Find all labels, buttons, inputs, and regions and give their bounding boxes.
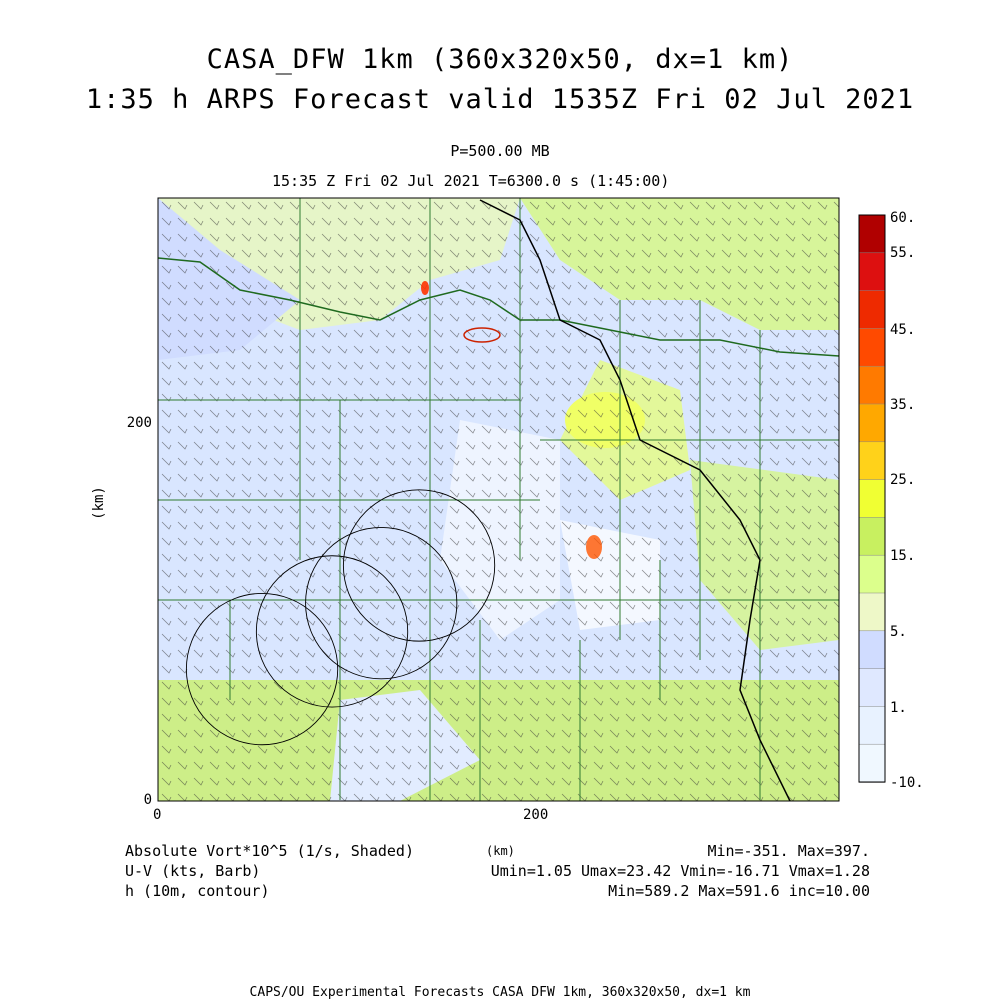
colorbar-swatch: [859, 631, 885, 669]
colorbar-label: 15.: [890, 548, 916, 564]
colorbar-swatch: [859, 669, 885, 707]
colorbar-swatch: [859, 517, 885, 555]
vorticity-field-label: Absolute Vort*10^5 (1/s, Shaded): [125, 842, 414, 860]
chart-title: CASA_DFW 1km (360x320x50, dx=1 km): [206, 44, 794, 75]
colorbar-label: -10.: [890, 775, 924, 791]
x-tick-200: 200: [523, 807, 549, 823]
colorbar-swatch: [859, 593, 885, 631]
colorbar-swatch: [859, 404, 885, 442]
valid-time-line: 15:35 Z Fri 02 Jul 2021 T=6300.0 s (1:45:00): [272, 172, 670, 190]
colorbar-label: 45.: [890, 322, 916, 338]
colorbar-label: 25.: [890, 472, 916, 488]
height-field-stats: Min=589.2 Max=591.6 inc=10.00: [608, 882, 870, 900]
vorticity-field-stats: Min=-351. Max=397.: [707, 842, 870, 860]
x-axis-label: (km): [486, 844, 515, 858]
chart-subtitle: 1:35 h ARPS Forecast valid 1535Z Fri 02 Jul 2021: [85, 84, 915, 115]
y-axis-label: (km): [90, 486, 107, 520]
colorbar-label: 60.: [890, 210, 916, 226]
colorbar-swatch: [859, 442, 885, 480]
y-tick-0: 0: [143, 792, 152, 808]
footer-credit: CAPS/OU Experimental Forecasts CASA DFW 1km, 360x320x50, dx=1 km: [249, 985, 751, 1000]
colorbar-swatch: [859, 328, 885, 366]
colorbar-swatch: [859, 291, 885, 329]
colorbar: [859, 215, 885, 783]
colorbar-swatch: [859, 253, 885, 291]
height-field-label: h (10m, contour): [125, 882, 270, 900]
colorbar-label: 35.: [890, 397, 916, 413]
colorbar-label: 55.: [890, 245, 916, 261]
vorticity-maximum-c: [421, 281, 429, 295]
x-tick-0: 0: [153, 807, 162, 823]
colorbar-swatch: [859, 215, 885, 253]
colorbar-swatch: [859, 744, 885, 782]
colorbar-swatch: [859, 480, 885, 518]
wind-field-stats: Umin=1.05 Umax=23.42 Vmin=-16.71 Vmax=1.28: [490, 862, 870, 880]
colorbar-label: 5.: [890, 624, 907, 640]
colorbar-swatch: [859, 706, 885, 744]
colorbar-swatch: [859, 366, 885, 404]
pressure-level: P=500.00 MB: [450, 142, 550, 160]
wind-field-label: U-V (kts, Barb): [125, 862, 261, 880]
colorbar-label: 1.: [890, 700, 907, 716]
vorticity-maximum-b: [586, 535, 602, 559]
y-tick-200: 200: [126, 415, 152, 431]
colorbar-swatch: [859, 555, 885, 593]
